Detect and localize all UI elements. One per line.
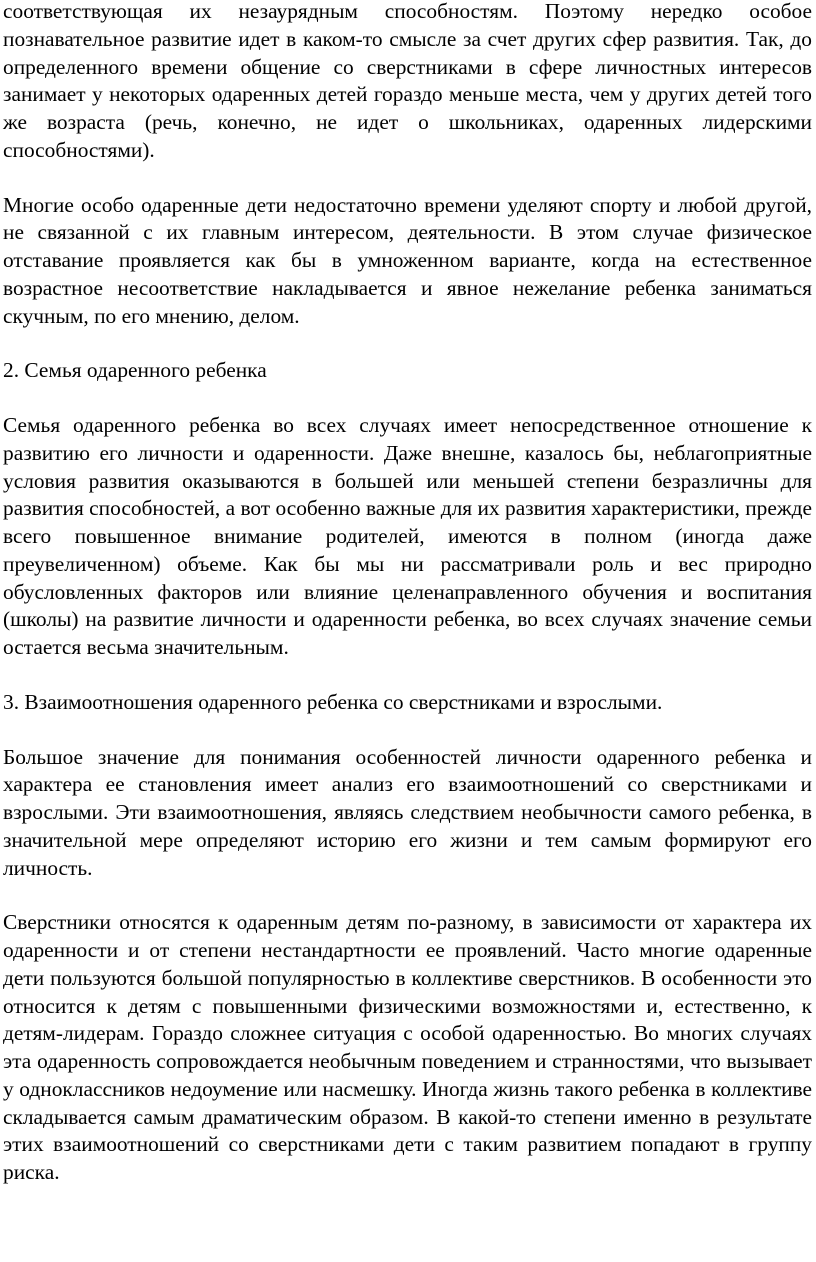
paragraph-sports-physical-lag: Многие особо одаренные дети недостаточно времени уделяют спорту и любой другой, не связанной с их главным интересом, деятельности. В этом случае физическое отставание проявляется как бы в умноженном варианте, когда на естественное возрастное несоответствие накладывается и явное нежелание ребенка заниматься скучным, по его мнению, делом. [3,192,812,328]
paragraph-peers-attitude: Сверстники относятся к одаренным детям по-разному, в зависимости от характера их одаренности и от степени нестандартности ее проявлений. Часто многие одаренные дети пользуются большой популярностью в коллективе сверстников. В особенности это относится к детям с повышенными физическими возможностями и, естественно, к детям-лидерам. Гораздо сложнее ситуация с особой одаренностью. Во многих случаях эта одаренность сопровождается необычным поведением и странностями, что вызывает у одноклассников недоумение или насмешку. Иногда жизнь такого ребенка в коллективе складывается самым драматическим образом. В какой-то степени именно в результате этих взаимоотношений со сверстниками дети с таким развитием попадают в группу риска. [3,910,812,1184]
paragraph-continued-development: соответствующая их незаурядным способностям. Поэтому нередко особое познавательное развитие идет в каком-то смысле за счет других сфер развития. Так, до определенного времени общение со сверстниками в сфере личностных интересов занимает у некоторых одаренных детей гораздо меньше места, чем у других детей того же возраста (речь, конечно, не идет о школьниках, одаренных лидерскими способностями). [3,0,812,162]
paragraph-relationships-importance: Большое значение для понимания особенностей личности одаренного ребенка и характера ее становления имеет анализ его взаимоотношений со сверстниками и взрослыми. Эти взаимоотношения, являясь следствием необычности самого ребенка, в значительной мере определяют историю его жизни и тем самым формируют его личность. [3,744,812,880]
section-heading-family: 2. Семья одаренного ребенка [3,358,267,383]
paragraph-family-influence: Семья одаренного ребенка во всех случаях имеет непосредственное отношение к развитию его личности и одаренности. Даже внешне, казалось бы, неблагоприятные условия развития оказываются в большей или меньшей степени безразличны для развития способностей, а вот особенно важные для их развития характеристики, прежде всего повышенное внимание родителей, имеются в полном (иногда даже преувеличенном) объеме. Как бы мы ни рассматривали роль и вес природно обусловленных факторов или влияние целенаправленного обучения и воспитания (школы) на развитие личности и одаренности ребенка, во всех случаях значение семьи остается весьма значительным. [3,413,812,659]
section-heading-relationships: 3. Взаимоотношения одаренного ребенка со сверстниками и взрослыми. [3,689,663,714]
